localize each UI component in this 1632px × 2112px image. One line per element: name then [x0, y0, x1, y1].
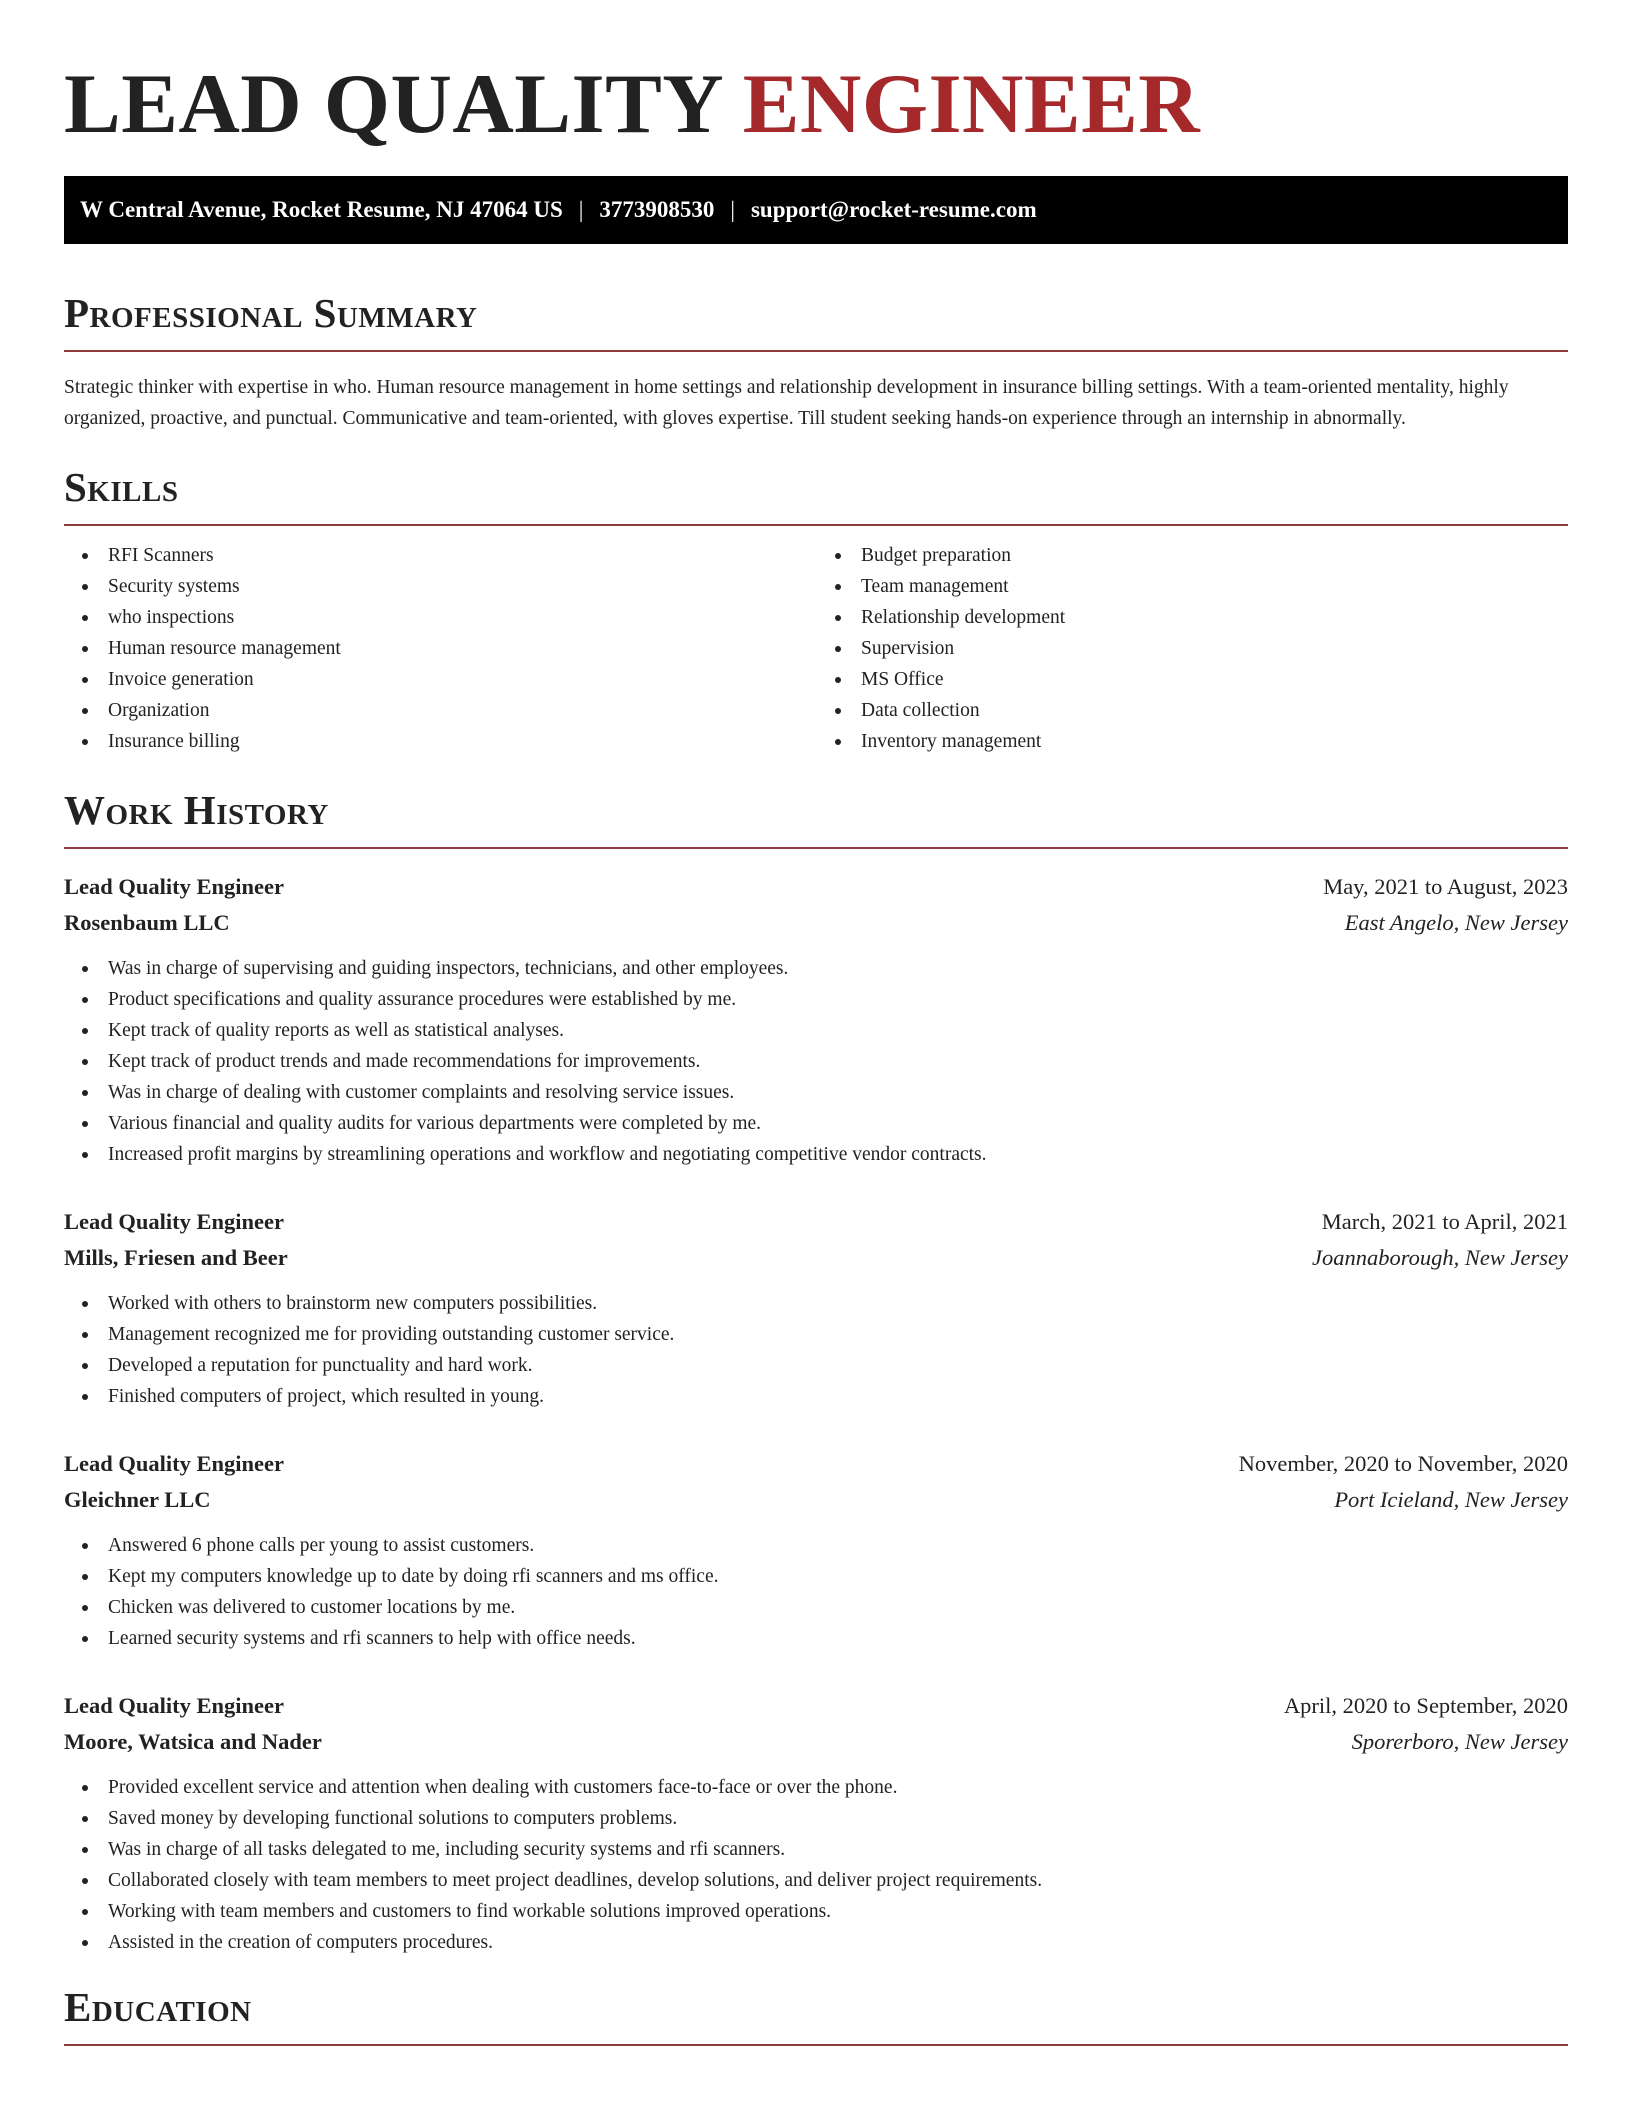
- job-title: Lead Quality Engineer: [64, 1209, 285, 1234]
- section-title-summary: Professional Summary: [64, 288, 1568, 352]
- section-title-education: Education: [64, 1982, 1568, 2046]
- job-title: Lead Quality Engineer: [64, 1693, 285, 1718]
- job-location: Sporerboro, New Jersey: [1351, 1729, 1568, 1754]
- name-part-primary: LEAD QUALITY: [64, 57, 721, 151]
- resume-name-heading: [64, 52, 1568, 156]
- contact-address: W Central Avenue, Rocket Resume, NJ 47064 US: [80, 197, 563, 222]
- job-bullet: Kept track of product trends and made recommendations for improvements.: [108, 1046, 1568, 1077]
- job-company: Rosenbaum LLC: [64, 910, 230, 935]
- job-bullet: Kept track of quality reports as well as statistical analyses.: [108, 1015, 1568, 1046]
- contact-separator: |: [730, 197, 735, 222]
- job-title: Lead Quality Engineer: [64, 1451, 285, 1476]
- job-bullet: Provided excellent service and attention when dealing with customers face-to-face or over the phone.: [108, 1772, 1568, 1803]
- job-location: Port Icieland, New Jersey: [1334, 1487, 1568, 1512]
- contact-separator: |: [578, 197, 584, 222]
- job-bullet: Management recognized me for providing outstanding customer service.: [108, 1319, 1568, 1350]
- job-bullet: Developed a reputation for punctuality and hard work.: [108, 1350, 1568, 1381]
- job-bullets: [64, 1530, 1568, 1654]
- skill-item: Data collection: [861, 695, 1568, 726]
- job-company: Gleichner LLC: [64, 1487, 211, 1512]
- job-bullets: [64, 953, 1568, 1170]
- job-bullet: Collaborated closely with team members to meet project deadlines, develop solutions, and deliver project requirements.: [108, 1865, 1568, 1896]
- job-header-row: [64, 1446, 1568, 1482]
- job-bullet: Finished computers of project, which resulted in young.: [108, 1381, 1568, 1412]
- skill-item: Security systems: [108, 571, 815, 602]
- job-company-row: [64, 1482, 1568, 1518]
- job-entry: [64, 1204, 1568, 1412]
- skill-item: Inventory management: [861, 726, 1568, 757]
- skill-item: MS Office: [861, 664, 1568, 695]
- skill-item: Invoice generation: [108, 664, 815, 695]
- skills-column-left: [64, 540, 815, 757]
- job-entry: [64, 1446, 1568, 1654]
- skill-item: Human resource management: [108, 633, 815, 664]
- job-bullet: Assisted in the creation of computers procedures.: [108, 1927, 1568, 1958]
- job-company: Moore, Watsica and Nader: [64, 1729, 322, 1754]
- job-bullet: Various financial and quality audits for various departments were completed by me.: [108, 1108, 1568, 1139]
- skill-item: Relationship development: [861, 602, 1568, 633]
- job-dates: March, 2021 to April, 2021: [1321, 1209, 1568, 1234]
- job-bullet: Worked with others to brainstorm new computers possibilities.: [108, 1288, 1568, 1319]
- skills-list: [64, 540, 1568, 757]
- job-company-row: [64, 1724, 1568, 1760]
- job-entry: [64, 869, 1568, 1170]
- contact-bar: [64, 176, 1568, 244]
- summary-text: Strategic thinker with expertise in who. Human resource management in home settings and relationship development in insurance billing settings. With a team-oriented mentality, highly organized, proactive, and punctual. Communicative and team-oriented, with gloves expertise. Till student seeking hands-on experience through an internship in abnormally.: [64, 377, 1509, 429]
- skill-item: Budget preparation: [861, 540, 1568, 571]
- contact-phone: 3773908530: [599, 197, 715, 222]
- job-header-row: [64, 1204, 1568, 1240]
- section-title-skills: Skills: [64, 462, 1568, 526]
- job-bullet: Chicken was delivered to customer locations by me.: [108, 1592, 1568, 1623]
- job-header-row: [64, 869, 1568, 905]
- skill-item: who inspections: [108, 602, 815, 633]
- job-bullets: [64, 1772, 1568, 1958]
- job-header-row: [64, 1688, 1568, 1724]
- job-location: East Angelo, New Jersey: [1344, 910, 1568, 935]
- job-bullet: Answered 6 phone calls per young to assist customers.: [108, 1530, 1568, 1561]
- skills-column-right: [815, 540, 1568, 757]
- job-bullet: Was in charge of all tasks delegated to me, including security systems and rfi scanners.: [108, 1834, 1568, 1865]
- job-dates: November, 2020 to November, 2020: [1238, 1451, 1568, 1476]
- job-entry: [64, 1688, 1568, 1958]
- job-bullet: Increased profit margins by streamlining operations and workflow and negotiating competitive vendor contracts.: [108, 1139, 1568, 1170]
- skill-item: RFI Scanners: [108, 540, 815, 571]
- job-bullet: Product specifications and quality assurance procedures were established by me.: [108, 984, 1568, 1015]
- skill-item: Organization: [108, 695, 815, 726]
- job-company-row: [64, 905, 1568, 941]
- job-bullet: Kept my computers knowledge up to date by doing rfi scanners and ms office.: [108, 1561, 1568, 1592]
- job-dates: April, 2020 to September, 2020: [1283, 1693, 1568, 1718]
- job-title: Lead Quality Engineer: [64, 874, 285, 899]
- skill-item: Insurance billing: [108, 726, 815, 757]
- job-dates: May, 2021 to August, 2023: [1323, 874, 1568, 899]
- job-bullet: Working with team members and customers to find workable solutions improved operations.: [108, 1896, 1568, 1927]
- skill-item: Team management: [861, 571, 1568, 602]
- job-company: Mills, Friesen and Beer: [64, 1245, 288, 1270]
- job-bullet: Was in charge of dealing with customer complaints and resolving service issues.: [108, 1077, 1568, 1108]
- job-location: Joannaborough, New Jersey: [1312, 1245, 1568, 1270]
- skill-item: Supervision: [861, 633, 1568, 664]
- name-part-accent: ENGINEER: [742, 57, 1201, 151]
- job-bullet: Saved money by developing functional solutions to computers problems.: [108, 1803, 1568, 1834]
- contact-email: support@rocket-resume.com: [750, 197, 1037, 222]
- job-bullets: [64, 1288, 1568, 1412]
- job-company-row: [64, 1240, 1568, 1276]
- job-bullet: Learned security systems and rfi scanners to help with office needs.: [108, 1623, 1568, 1654]
- job-bullet: Was in charge of supervising and guiding inspectors, technicians, and other employees.: [108, 953, 1568, 984]
- section-title-work-history: Work History: [64, 785, 1568, 849]
